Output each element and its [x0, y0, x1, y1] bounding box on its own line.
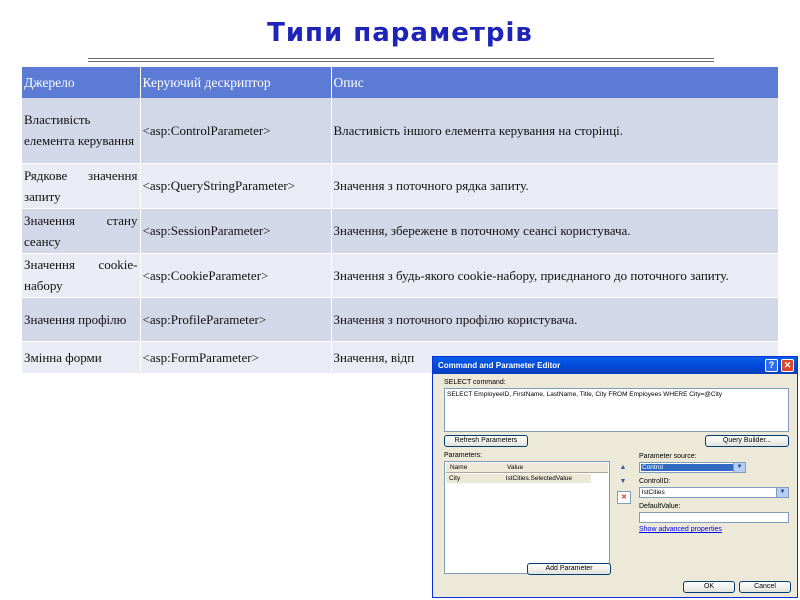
select-command-text: SELECT EmployeeID, FirstName, LastName, Title, City FROM Employees WHERE City=@City	[447, 391, 723, 398]
close-button[interactable]: ✕	[781, 359, 794, 372]
cell-descriptor: <asp:ControlParameter>	[140, 98, 331, 163]
delete-parameter-icon[interactable]: ✕	[617, 491, 631, 504]
ok-button[interactable]: OK	[683, 581, 735, 593]
cell-description: Значення, збережене в поточному сеансі користувача.	[331, 208, 778, 253]
refresh-parameters-button[interactable]: Refresh Parameters	[444, 435, 528, 447]
param-value-cell: lstCities.SelectedValue	[506, 475, 572, 482]
parameter-source-value: Control	[641, 464, 733, 471]
cell-description: Значення, відп	[331, 341, 778, 373]
cell-source: Рядкове значення запиту	[22, 163, 140, 208]
cell-source: Властивість елемента керування	[22, 98, 140, 163]
move-up-icon[interactable]: ▲	[619, 464, 627, 471]
query-builder-button[interactable]: Query Builder...	[705, 435, 789, 447]
cell-descriptor: <asp:SessionParameter>	[140, 208, 331, 253]
table-row	[22, 253, 778, 297]
select-command-textarea[interactable]	[444, 388, 789, 432]
column-header-descriptor: Керуючий дескриптор	[140, 67, 331, 98]
command-parameter-editor-dialog	[432, 356, 798, 598]
column-header-description: Опис	[331, 67, 778, 98]
cell-description: Значення з будь-якого cookie-набору, приєднаного до поточного запиту.	[331, 253, 778, 297]
default-value-label: DefaultValue:	[639, 503, 681, 510]
parameters-grid[interactable]	[444, 461, 610, 574]
table-header-row	[22, 67, 778, 98]
cell-source: Змінна форми	[22, 341, 140, 373]
table-row	[22, 297, 778, 341]
table-row	[22, 208, 778, 253]
table-row	[22, 163, 778, 208]
parameter-source-label: Parameter source:	[639, 453, 697, 460]
table-row[interactable]	[446, 474, 591, 483]
cell-descriptor: <asp:QueryStringParameter>	[140, 163, 331, 208]
move-down-icon[interactable]: ▼	[619, 478, 627, 485]
cell-source: Значення профілю	[22, 297, 140, 341]
title-rule	[88, 61, 714, 62]
title-rule	[88, 58, 714, 59]
dialog-title: Command and Parameter Editor	[433, 357, 797, 374]
grid-header-value: Value	[507, 464, 524, 471]
parameters-grid-header	[446, 463, 608, 473]
control-id-label: ControlID:	[639, 478, 671, 485]
parameters-label: Parameters:	[444, 452, 483, 459]
default-value-input[interactable]	[639, 512, 789, 523]
cell-descriptor: <asp:ProfileParameter>	[140, 297, 331, 341]
show-advanced-properties-link[interactable]: Show advanced properties	[639, 526, 722, 533]
cancel-button[interactable]: Cancel	[739, 581, 791, 593]
param-name-cell: City	[449, 475, 461, 482]
select-command-label: SELECT command:	[444, 379, 506, 386]
chevron-down-icon: ▼	[733, 463, 745, 472]
cell-description: Значення з поточного профілю користувача.	[331, 297, 778, 341]
cell-descriptor: <asp:FormParameter>	[140, 341, 331, 373]
help-button[interactable]: ?	[765, 359, 778, 372]
column-header-source: Джерело	[22, 67, 140, 98]
control-id-value: lstCities	[642, 489, 665, 496]
cell-description: Значення з поточного рядка запиту.	[331, 163, 778, 208]
chevron-down-icon: ▼	[776, 488, 788, 497]
grid-header-name: Name	[450, 464, 468, 471]
slide-title: Типи параметрів	[267, 18, 533, 48]
control-id-select[interactable]	[639, 487, 789, 498]
cell-source: Значення стану сеансу	[22, 208, 140, 253]
cell-description: Властивість іншого елемента керування на сторінці.	[331, 98, 778, 163]
parameter-types-table	[22, 67, 779, 374]
parameter-source-select[interactable]	[639, 462, 746, 473]
cell-source: Значення cookie-набору	[22, 253, 140, 297]
cell-descriptor: <asp:CookieParameter>	[140, 253, 331, 297]
add-parameter-button[interactable]: Add Parameter	[527, 563, 611, 575]
table-row	[22, 98, 778, 163]
